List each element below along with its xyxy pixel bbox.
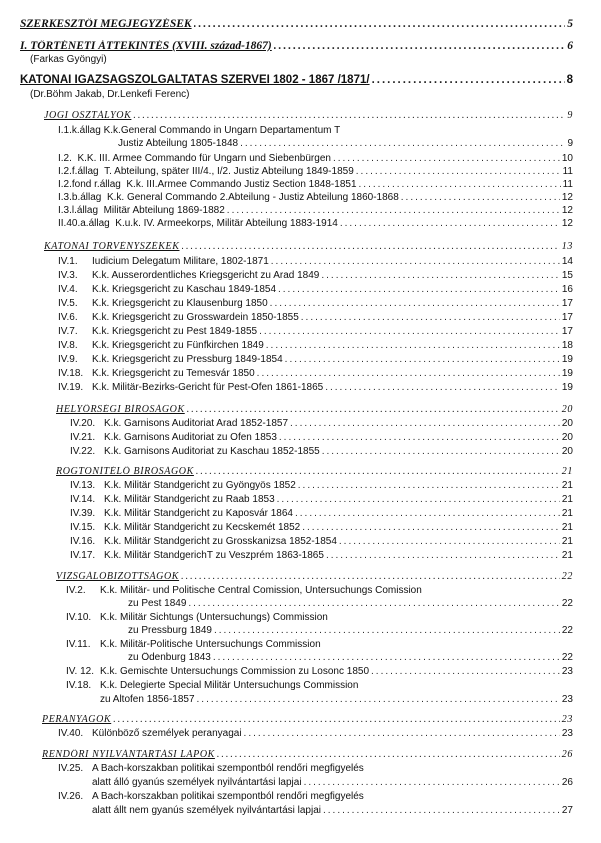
toc-entry[interactable]: IV.18. K.k. Kriegsgericht zu Temesvár 1850 ..... 19 [58, 368, 573, 379]
toc-entry[interactable]: IV.17. K.k. Militär StandgerichT zu Veszprém 1863-1865 ..... 21 [70, 550, 573, 561]
toc-entry[interactable]: IV.13. K.k. Militär Standgericht zu Gyöngyös 1852 ..... 21 [70, 480, 573, 491]
page-number: 6 [567, 40, 573, 52]
page-number: 9 [567, 110, 573, 121]
toc-entry[interactable]: IV.21. K.k. Garnisons Auditoriat zu Ofen 1853 ..... 20 [70, 432, 573, 443]
toc-entry[interactable]: IV.10. K.k. Militär Sichtungs (Untersuchungs) Commission [66, 612, 328, 623]
dot-leader [133, 110, 565, 121]
dot-leader [213, 652, 560, 663]
dot-leader [325, 382, 560, 393]
page-number: 14 [561, 256, 573, 267]
dot-leader [270, 298, 560, 309]
dot-leader [214, 625, 560, 636]
dot-leader [340, 218, 560, 229]
dot-leader [240, 138, 565, 149]
toc-entry[interactable]: IV.9. K.k. Kriegsgericht zu Pressburg 1849-1854 ..... 19 [58, 354, 573, 365]
page-number: 9 [567, 138, 573, 149]
dot-leader [227, 205, 560, 216]
dot-leader [194, 18, 566, 30]
dot-leader [278, 284, 560, 295]
toc-subsection-helyorsegi[interactable] [56, 404, 573, 415]
subsection-title: JOGI OSZTÁLYOK [44, 110, 132, 121]
dot-leader [182, 241, 560, 252]
toc-entry[interactable]: IV.40. Különböző személyek peranyagai ..... 23 [58, 728, 573, 739]
page-number: 17 [561, 312, 573, 323]
page-number: 23 [561, 694, 573, 705]
subsection-title: RENDŐRI NYILVÁNTARTÁSI LAPOK [42, 749, 215, 760]
dot-leader [244, 728, 560, 739]
toc-section-szerkesztoi[interactable] [20, 18, 573, 30]
toc-entry[interactable]: IV.22. K.k. Garnisons Auditoriat zu Kaschau 1852-1855 ..... 20 [70, 446, 573, 457]
toc-entry[interactable]: IV.3. K.k. Ausserordentliches Kriegsgericht zu Arad 1849 ..... 15 [58, 270, 573, 281]
dot-leader [279, 432, 560, 443]
toc-section-katonai-igazsag[interactable] [20, 74, 573, 86]
subsection-title: VIZSGÁLÓBIZOTTSÁGOK [56, 571, 180, 582]
toc-entry[interactable]: IV.6. K.k. Kriegsgericht zu Grosswardein 1850-1855 ..... 17 [58, 312, 573, 323]
toc-section-torteneti[interactable] [20, 40, 573, 52]
dot-leader [333, 153, 560, 164]
page-number: 20 [561, 418, 573, 429]
toc-entry-continuation[interactable]: zu Ödenburg 1843 ..... 22 [128, 652, 573, 663]
page-number: 21 [561, 508, 573, 519]
page-number: 12 [561, 192, 573, 203]
page-number: 21 [561, 550, 573, 561]
toc-subsection-peranyagok[interactable] [42, 714, 573, 725]
dot-leader [321, 270, 560, 281]
dot-leader [326, 550, 560, 561]
toc-entry[interactable]: IV.2. K.k. Militär- und Politische Central Comission, Untersuchungs Comission [66, 585, 422, 596]
dot-leader [266, 340, 560, 351]
dot-leader [188, 598, 560, 609]
toc-entry[interactable]: IV.19. K.k. Militär-Bezirks-Gericht für Pest-Ofen 1861-1865 ..... 19 [58, 382, 573, 393]
dot-leader [323, 805, 560, 816]
dot-leader [196, 466, 560, 477]
toc-entry[interactable]: IV.4. K.k. Kriegsgericht zu Kaschau 1849-1854 ..... 16 [58, 284, 573, 295]
dot-leader [359, 179, 561, 190]
page-number: 10 [561, 153, 573, 164]
toc-entry-continuation[interactable]: zu Pressburg 1849 ..... 22 [128, 625, 573, 636]
toc-subsection-vizsgalobizottsagok[interactable] [56, 571, 573, 582]
page-number: 23 [561, 728, 573, 739]
page-number: 18 [561, 340, 573, 351]
dot-leader [339, 536, 560, 547]
page-number: 16 [561, 284, 573, 295]
dot-leader [257, 368, 560, 379]
toc-entry[interactable]: IV.16. K.k. Militär Standgericht zu Grosskanizsa 1852-1854 ..... 21 [70, 536, 573, 547]
page-number: 19 [561, 368, 573, 379]
dot-leader [113, 714, 560, 725]
toc-entry[interactable]: IV.25. A Bach-korszakban politikai szempontból rendőri megfigyelés [58, 763, 364, 774]
toc-entry-continuation[interactable]: Justiz Abteilung 1805-1848 ..... 9 [118, 138, 573, 149]
toc-entry[interactable]: IV.26. A Bach-korszakban politikai szempontból rendőri megfigyelés [58, 791, 364, 802]
dot-leader [298, 480, 560, 491]
section-title: I. TÖRTÉNETI ÁTTEKINTÉS (XVIII. század-1867) [20, 40, 272, 52]
toc-entry[interactable] [58, 125, 573, 136]
dot-leader [271, 256, 560, 267]
page-number: 15 [561, 270, 573, 281]
page-number: 22 [561, 571, 573, 582]
dot-leader [274, 40, 565, 52]
dot-leader [290, 418, 560, 429]
page-number: 19 [561, 382, 573, 393]
dot-leader [259, 326, 560, 337]
dot-leader [181, 571, 560, 582]
section-author: (Dr.Böhm Jakab, Dr.Lenkefi Ferenc) [30, 89, 190, 100]
section-title: SZERKESZTŐI MEGJEGYZÉSEK [20, 18, 192, 30]
page-number: 26 [561, 749, 573, 760]
page-number: 13 [561, 241, 573, 252]
page-number: 21 [561, 480, 573, 491]
dot-leader [301, 312, 560, 323]
section-title: KATONAI IGAZSÁGSZOLGÁLTATÁS SZERVEI 1802 - 1867 /1871/ [20, 74, 370, 86]
subsection-title: RÖGTÖNÍTÉLŐ BÍRÓSÁGOK [56, 466, 194, 477]
toc-entry[interactable]: IV.5. K.k. Kriegsgericht zu Klausenburg 1850 ..... 17 [58, 298, 573, 309]
toc-entry-continuation[interactable]: alatt állt nem gyanús személyek nyilvántartási lapjai ..... 27 [92, 805, 573, 816]
page-number: 22 [561, 625, 573, 636]
toc-entry[interactable]: IV.7. K.k. Kriegsgericht zu Pest 1849-1855 ..... 17 [58, 326, 573, 337]
toc-entry-continuation[interactable]: zu Pest 1849 ..... 22 [128, 598, 573, 609]
page-number: 23 [561, 666, 573, 677]
page-number: 21 [561, 466, 573, 477]
page-number: 8 [566, 74, 573, 86]
subsection-title: PERANYAGOK [42, 714, 112, 725]
toc-subsection-rendori[interactable] [42, 749, 573, 760]
page-number: 11 [562, 179, 573, 190]
dot-leader [277, 494, 560, 505]
toc-subsection-rogtonitelo[interactable] [56, 466, 573, 477]
entry-text: I.1.k.állag K.k.General Commando in Ungarn Departamentum T [58, 125, 341, 136]
page-number: 27 [561, 805, 573, 816]
dot-leader [295, 508, 560, 519]
dot-leader [304, 777, 560, 788]
page-number: 22 [561, 598, 573, 609]
page-number: 12 [561, 205, 573, 216]
dot-leader [197, 694, 560, 705]
toc-entry[interactable]: IV. 12. K.k. Gemischte Untersuchungs Commission zu Losonc 1850 ..... 23 [66, 666, 573, 677]
dot-leader [401, 192, 560, 203]
toc-entry[interactable]: IV.1. Iudicium Delegatum Militare, 1802-1871 ..... 14 [58, 256, 573, 267]
page-number: 5 [567, 18, 573, 30]
toc-entry[interactable]: IV.15. K.k. Militär Standgericht zu Kecskemét 1852 ..... 21 [70, 522, 573, 533]
page-number: 19 [561, 354, 573, 365]
page-number: 21 [561, 536, 573, 547]
toc-entry[interactable]: I.2.f.állag T. Abteilung, später III/4., I/2. Justiz Abteilung 1849-1859 ..... 11 [58, 166, 573, 177]
section-author: (Farkas Gyöngyi) [30, 54, 107, 65]
page-number: 11 [562, 166, 573, 177]
page-number: 20 [561, 432, 573, 443]
toc-entry[interactable]: IV.20. K.k. Garnisons Auditoriat Arad 1852-1857 ..... 20 [70, 418, 573, 429]
toc-subsection-jogi[interactable] [44, 110, 573, 121]
page-number: 26 [561, 777, 573, 788]
toc-entry[interactable]: IV.8. K.k. Kriegsgericht zu Fünfkirchen 1849 ..... 18 [58, 340, 573, 351]
page-number: 20 [561, 446, 573, 457]
toc-subsection-torvenyszekek[interactable] [44, 241, 573, 252]
page-number: 21 [561, 522, 573, 533]
page-number: 22 [561, 652, 573, 663]
dot-leader [372, 74, 565, 86]
page-number: 17 [561, 326, 573, 337]
toc-entry-continuation[interactable]: alatt álló gyanús személyek nyilvántartási lapjai ..... 26 [92, 777, 573, 788]
dot-leader [302, 522, 560, 533]
dot-leader [217, 749, 560, 760]
page-number: 23 [561, 714, 573, 725]
toc-entry[interactable]: I.2. K.K. III. Armee Commando für Ungarn und Siebenbürgen ..... 10 [58, 153, 573, 164]
toc-entry[interactable]: IV.39. K.k. Militär Standgericht zu Kaposvár 1864 ..... 21 [70, 508, 573, 519]
toc-entry[interactable]: IV.11. K.k. Militär-Politische Untersuchungs Commission [66, 639, 321, 650]
toc-entry-continuation[interactable]: zu Altofen 1856-1857 ..... 23 [100, 694, 573, 705]
dot-leader [356, 166, 561, 177]
subsection-title: KATONAI TÖRVÉNYSZÉKEK [44, 241, 180, 252]
dot-leader [322, 446, 560, 457]
page-number: 21 [561, 494, 573, 505]
dot-leader [285, 354, 560, 365]
subsection-title: HELYŐRSÉGI BÍRÓSÁGOK [56, 404, 185, 415]
toc-entry[interactable]: IV.14. K.k. Militär Standgericht zu Raab 1853 ..... 21 [70, 494, 573, 505]
page-number: 20 [561, 404, 573, 415]
toc-entry[interactable]: I.2.fond r.állag K.k. III.Armee Commando Justiz Section 1848-1851 ..... 11 [58, 179, 573, 190]
toc-entry[interactable]: I.3.l.állag Militär Abteilung 1869-1882 ..... 12 [58, 205, 573, 216]
toc-entry[interactable]: II.40.a.állag K.u.k. IV. Armeekorps, Militär Abteilung 1883-1914 ..... 12 [58, 218, 573, 229]
dot-leader [371, 666, 560, 677]
toc-entry[interactable]: IV.18. K.k. Delegierte Special Militär Untersuchungs Commission [66, 680, 359, 691]
toc-entry[interactable]: I.3.b.állag K.k. General Commando 2.Abteilung - Justiz Abteilung 1860-1868 ..... 12 [58, 192, 573, 203]
page-number: 17 [561, 298, 573, 309]
dot-leader [187, 404, 560, 415]
page-number: 12 [561, 218, 573, 229]
